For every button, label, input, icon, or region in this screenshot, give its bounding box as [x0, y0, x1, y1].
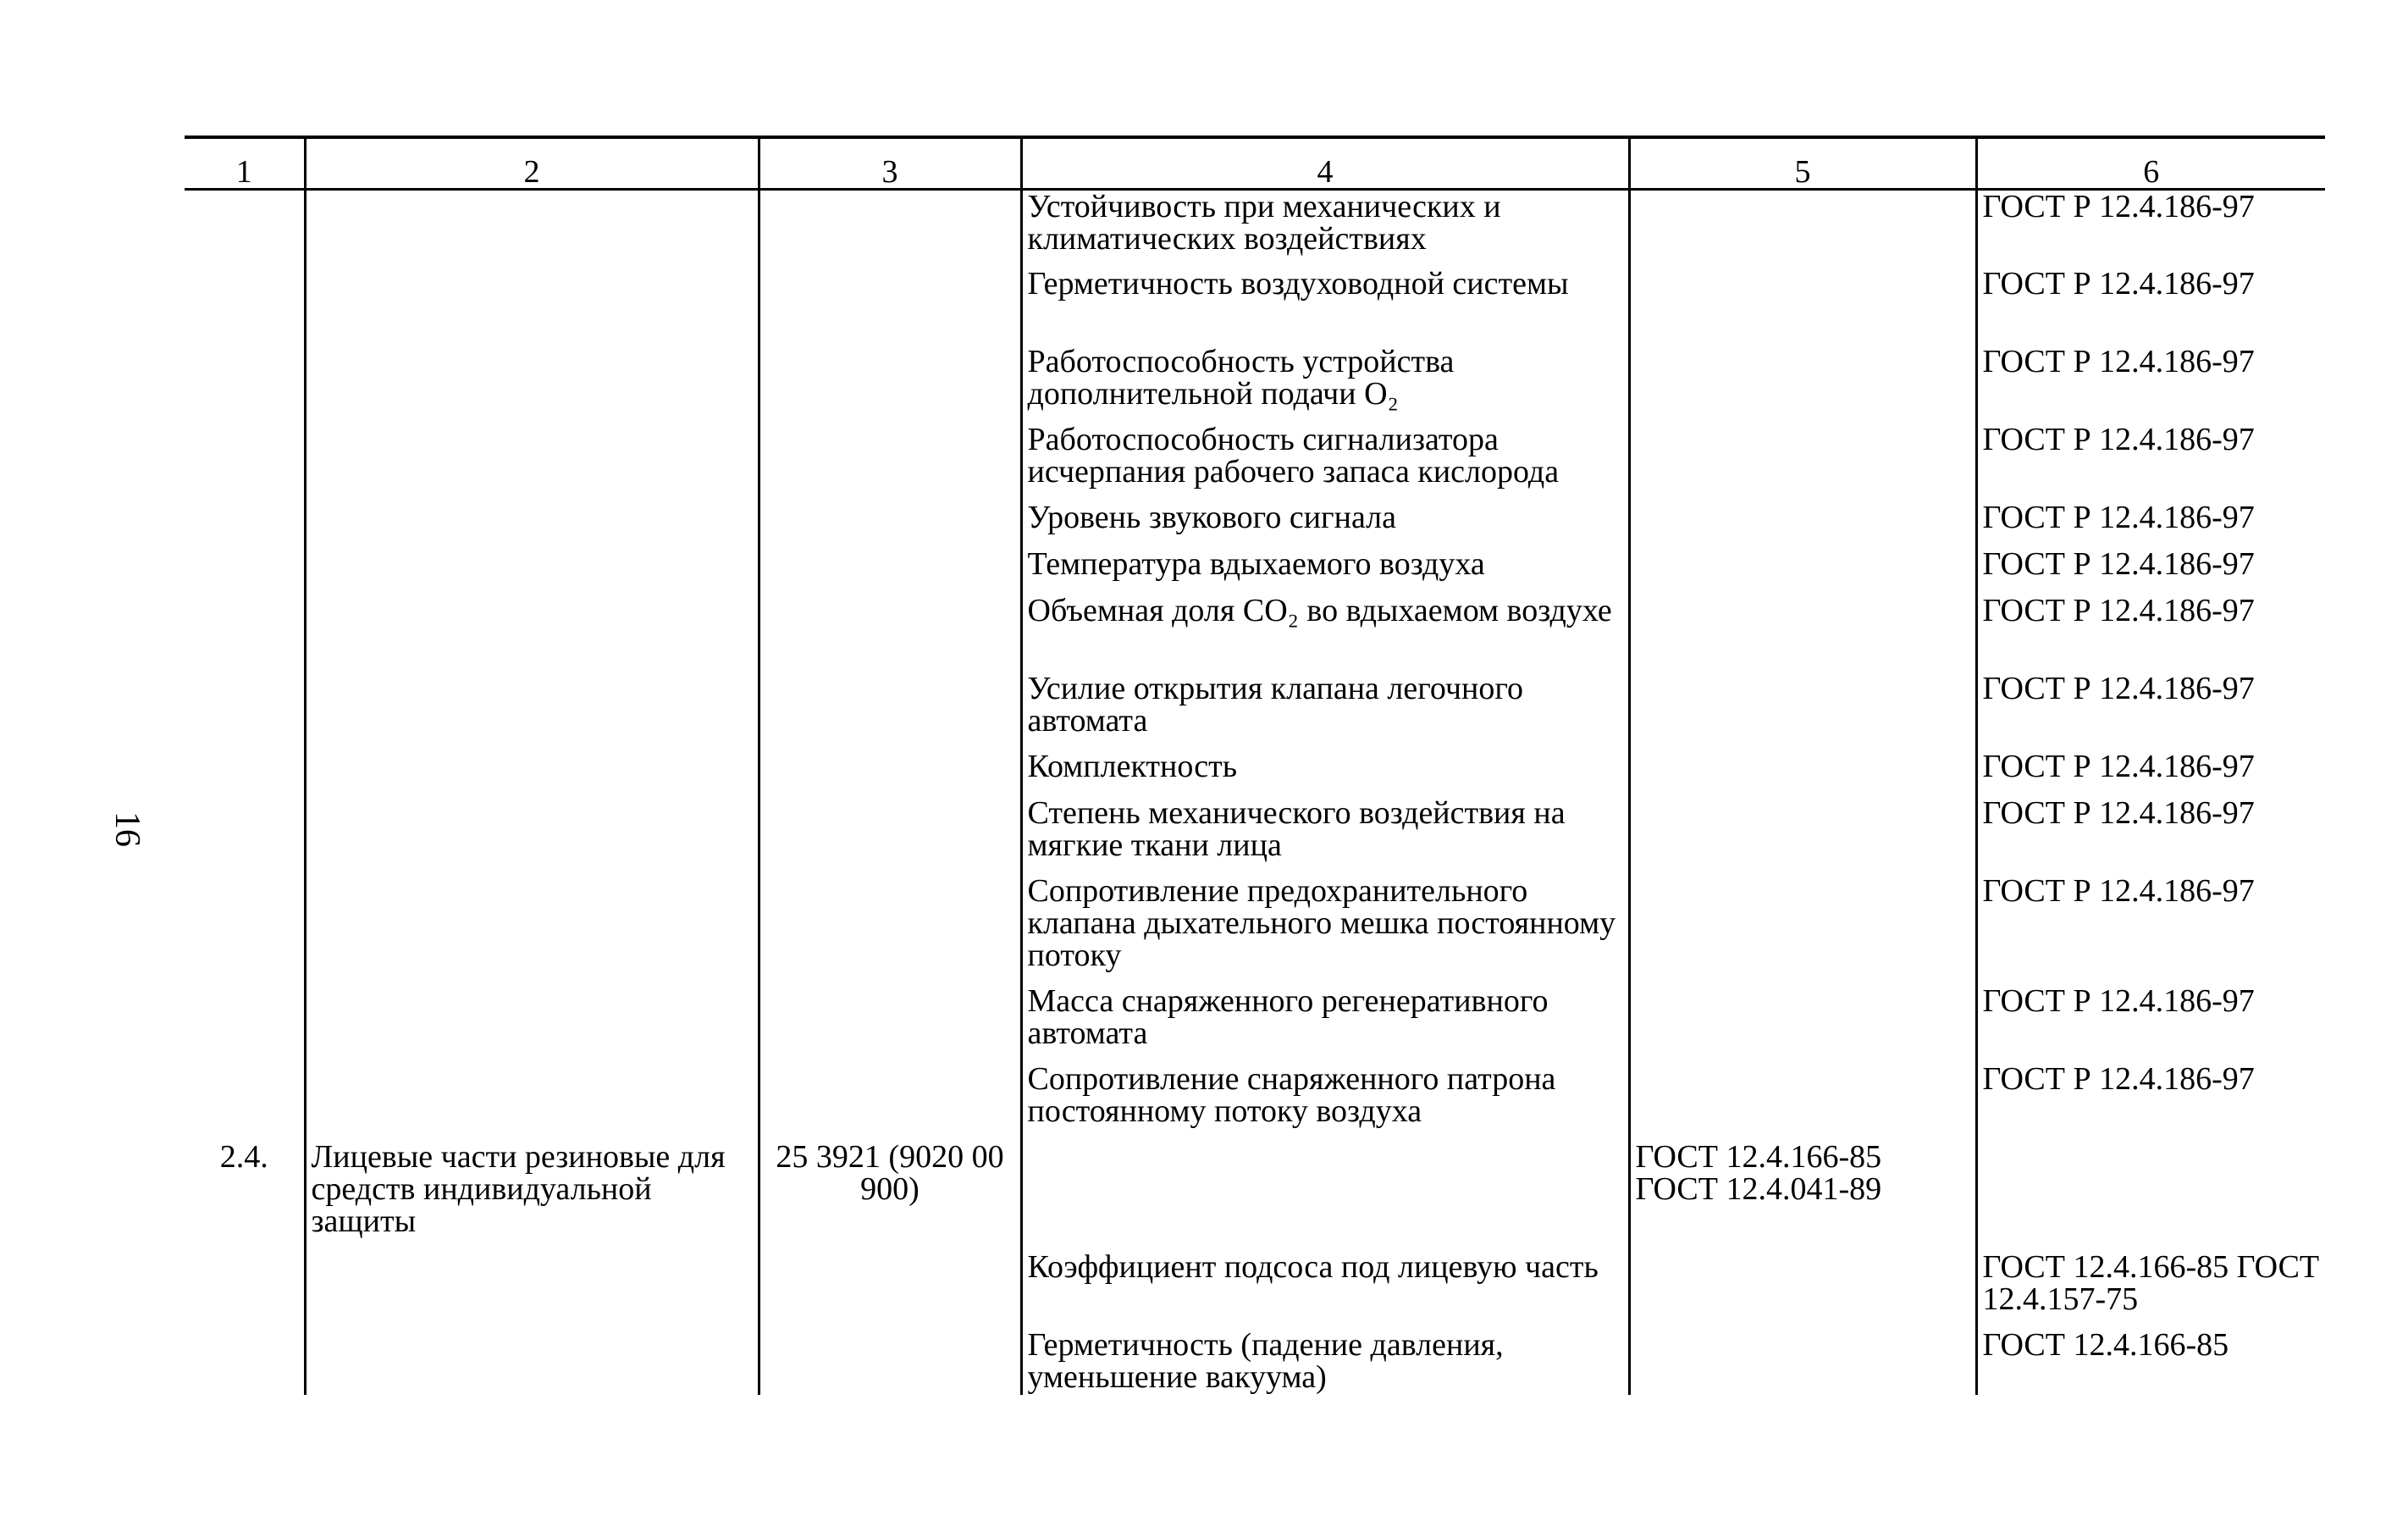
cell-col1: [185, 672, 305, 750]
cell-col5: [1629, 875, 1976, 985]
cell-col5: [1629, 797, 1976, 875]
cell-col3: [759, 190, 1021, 268]
cell-col3: [759, 1329, 1021, 1395]
header-col-4: 4: [1021, 139, 1629, 190]
cell-col6: ГОСТ Р 12.4.186-97: [1976, 797, 2325, 875]
cell-col5: [1629, 595, 1976, 672]
cell-col5: [1629, 268, 1976, 346]
cell-col4: Работоспособность устройства дополнительной подачи O₂: [1021, 346, 1629, 423]
cell-col4: Устойчивость при механических и климатических воздействиях: [1021, 190, 1629, 268]
cell-col3: [759, 595, 1021, 672]
cell-col2: [305, 1063, 759, 1141]
cell-col5: [1629, 985, 1976, 1063]
cell-col3: [759, 985, 1021, 1063]
cell-col2: [305, 985, 759, 1063]
cell-col3: 25 3921 (9020 00 900): [759, 1141, 1021, 1251]
table-row: [185, 423, 2325, 501]
table-row: [185, 268, 2325, 346]
cell-col2: [305, 1329, 759, 1395]
table-row: [185, 1329, 2325, 1395]
cell-col2: [305, 548, 759, 595]
cell-col6: ГОСТ Р 12.4.186-97: [1976, 190, 2325, 268]
cell-col6: [1976, 1141, 2325, 1251]
cell-col2: [305, 501, 759, 548]
cell-col1: [185, 501, 305, 548]
cell-col2: [305, 1251, 759, 1329]
cell-col5: ГОСТ 12.4.166-85 ГОСТ 12.4.041-89: [1629, 1141, 1976, 1251]
cell-col4: Степень механического воздействия на мягкие ткани лица: [1021, 797, 1629, 875]
cell-col4: Герметичность воздуховодной системы: [1021, 268, 1629, 346]
table-row: [185, 548, 2325, 595]
cell-col2: [305, 268, 759, 346]
table-row: [185, 346, 2325, 423]
header-col-1: 1: [185, 139, 305, 190]
cell-col6: ГОСТ 12.4.166-85: [1976, 1329, 2325, 1395]
cell-col1: [185, 750, 305, 797]
cell-col6: ГОСТ Р 12.4.186-97: [1976, 423, 2325, 501]
cell-col6: ГОСТ Р 12.4.186-97: [1976, 875, 2325, 985]
cell-col1: [185, 595, 305, 672]
table-row: [185, 750, 2325, 797]
cell-col5: [1629, 190, 1976, 268]
cell-col4: Работоспособность сигнализатора исчерпания рабочего запаса кислорода: [1021, 423, 1629, 501]
cell-col2: [305, 595, 759, 672]
cell-col2: [305, 797, 759, 875]
cell-col5: [1629, 423, 1976, 501]
cell-col6: ГОСТ Р 12.4.186-97: [1976, 501, 2325, 548]
cell-col6: ГОСТ Р 12.4.186-97: [1976, 268, 2325, 346]
cell-col4: Усилие открытия клапана легочного автомата: [1021, 672, 1629, 750]
cell-col4: Уровень звукового сигнала: [1021, 501, 1629, 548]
cell-col4: [1021, 1141, 1629, 1251]
header-col-3: 3: [759, 139, 1021, 190]
header-col-5: 5: [1629, 139, 1976, 190]
table-row: [185, 190, 2325, 268]
cell-col3: [759, 268, 1021, 346]
cell-col3: [759, 1251, 1021, 1329]
table-row: [185, 985, 2325, 1063]
cell-col1: [185, 985, 305, 1063]
cell-col2: [305, 423, 759, 501]
table-row: [185, 595, 2325, 672]
cell-col1: [185, 1329, 305, 1395]
cell-col1: 2.4.: [219, 1138, 268, 1175]
cell-col3: [759, 423, 1021, 501]
table-row: [185, 672, 2325, 750]
cell-col1: [185, 875, 305, 985]
cell-col1: [185, 190, 305, 268]
cell-col1: [185, 548, 305, 595]
cell-col2: [305, 672, 759, 750]
standards-table-wrapper: [185, 136, 2325, 1395]
cell-col5: [1629, 750, 1976, 797]
cell-col1: [185, 268, 305, 346]
table-row: [185, 501, 2325, 548]
cell-col5: [1629, 548, 1976, 595]
table-row: [185, 875, 2325, 985]
cell-col6: ГОСТ Р 12.4.186-97: [1976, 595, 2325, 672]
cell-col3: [759, 1063, 1021, 1141]
cell-col2: [305, 750, 759, 797]
cell-col5: [1629, 1251, 1976, 1329]
header-col-2: 2: [305, 139, 759, 190]
page-number: 16: [108, 811, 146, 847]
cell-col4: Температура вдыхаемого воздуха: [1021, 548, 1629, 595]
standards-table: [185, 139, 2325, 1395]
cell-col3: [759, 501, 1021, 548]
cell-col6: ГОСТ 12.4.166-85 ГОСТ 12.4.157-75: [1976, 1251, 2325, 1329]
cell-col4: Объемная доля CO₂ во вдыхаемом воздухе: [1021, 595, 1629, 672]
cell-col5: [1629, 1063, 1976, 1141]
cell-col4: Масса снаряженного регенеративного автомата: [1021, 985, 1629, 1063]
cell-col5: [1629, 501, 1976, 548]
table-row: [185, 1063, 2325, 1141]
cell-col1: [185, 797, 305, 875]
cell-col2: Лицевые части резиновые для средств индивидуальной защиты: [305, 1141, 759, 1251]
cell-col1: [185, 1063, 305, 1141]
cell-col6: ГОСТ Р 12.4.186-97: [1976, 750, 2325, 797]
cell-col1: [185, 423, 305, 501]
cell-col3: [759, 346, 1021, 423]
cell-col3: [759, 672, 1021, 750]
header-row: [185, 139, 2325, 190]
cell-col3: [759, 875, 1021, 985]
table-body: [185, 190, 2325, 1395]
cell-col5: [1629, 346, 1976, 423]
cell-col6: ГОСТ Р 12.4.186-97: [1976, 1063, 2325, 1141]
table-row: [185, 1251, 2325, 1329]
table-row: [185, 1141, 2325, 1251]
cell-col4: Герметичность (падение давления, уменьшение вакуума): [1021, 1329, 1629, 1395]
header-col-6: 6: [1976, 139, 2325, 190]
cell-col2: [305, 875, 759, 985]
table-row: [185, 797, 2325, 875]
cell-col6: ГОСТ Р 12.4.186-97: [1976, 985, 2325, 1063]
cell-col5: [1629, 672, 1976, 750]
cell-col1: [185, 1251, 305, 1329]
cell-col2: [305, 190, 759, 268]
cell-col6: ГОСТ Р 12.4.186-97: [1976, 672, 2325, 750]
cell-col6: ГОСТ Р 12.4.186-97: [1976, 346, 2325, 423]
cell-col3: [759, 548, 1021, 595]
cell-col4: Сопротивление предохранительного клапана дыхательного мешка постоянному потоку: [1021, 875, 1629, 985]
cell-col4: Сопротивление снаряженного патрона постоянному потоку воздуха: [1021, 1063, 1629, 1141]
cell-col3: [759, 797, 1021, 875]
cell-col2: [305, 346, 759, 423]
cell-col3: [759, 750, 1021, 797]
cell-col5: [1629, 1329, 1976, 1395]
cell-col1: [185, 346, 305, 423]
cell-col4: Комплектность: [1021, 750, 1629, 797]
cell-col6: ГОСТ Р 12.4.186-97: [1976, 548, 2325, 595]
cell-col4: Коэффициент подсоса под лицевую часть: [1021, 1251, 1629, 1329]
